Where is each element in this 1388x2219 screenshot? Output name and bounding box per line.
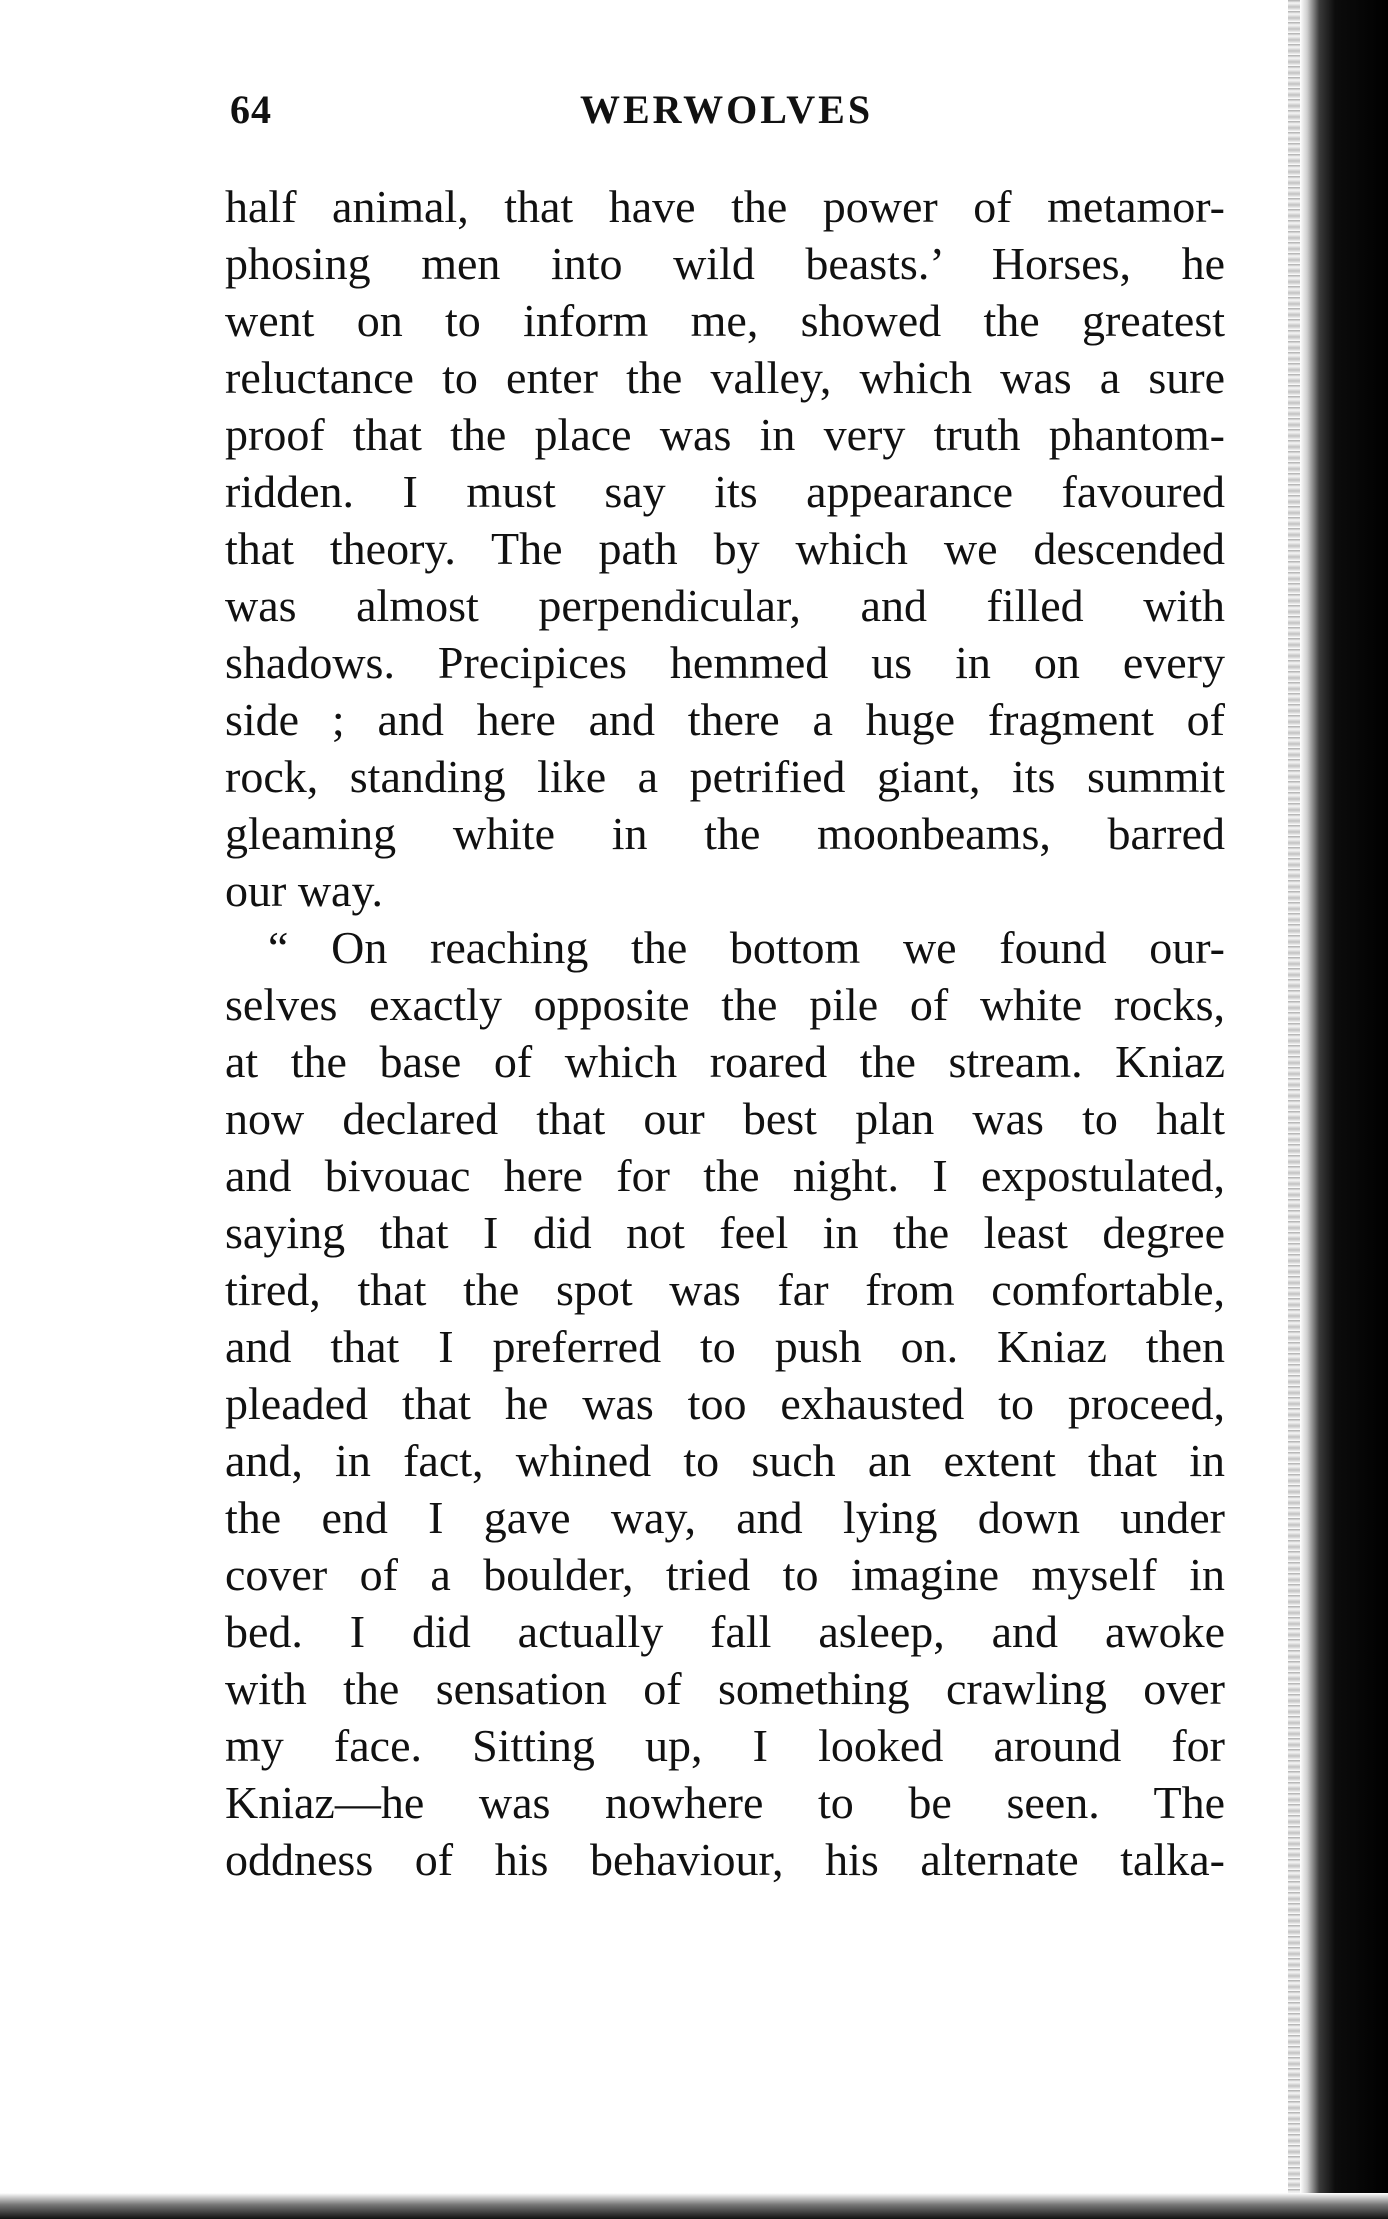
text-line: with the sensation of something crawling over <box>225 1663 1225 1714</box>
text-line: Kniaz—he was nowhere to be seen. The <box>225 1777 1225 1828</box>
text-line: reluctance to enter the valley, which was a sure <box>225 352 1225 403</box>
page-number: 64 <box>230 87 272 132</box>
text-line: pleaded that he was too exhausted to proceed, <box>225 1378 1225 1429</box>
text-line: rock, standing like a petrified giant, its summit <box>225 751 1225 802</box>
scan-edge <box>1300 0 1388 2219</box>
paragraph-start-line: “ On reaching the bottom we found our- <box>268 922 1225 973</box>
text-line: my face. Sitting up, I looked around for <box>225 1720 1225 1771</box>
text-line: tired, that the spot was far from comfortable, <box>225 1264 1225 1315</box>
text-line: bed. I did actually fall asleep, and awoke <box>225 1606 1225 1657</box>
text-line: at the base of which roared the stream. Kniaz <box>225 1036 1225 1087</box>
text-line: went on to inform me, showed the greatest <box>225 295 1225 346</box>
text-line: selves exactly opposite the pile of white rocks, <box>225 979 1225 1030</box>
text-line: and bivouac here for the night. I expostulated, <box>225 1150 1225 1201</box>
page-heading: WERWOLVES <box>580 87 874 132</box>
text-line: the end I gave way, and lying down under <box>225 1492 1225 1543</box>
text-line: phosing men into wild beasts.’ Horses, he <box>225 238 1225 289</box>
text-line: now declared that our best plan was to halt <box>225 1093 1225 1144</box>
text-line: that theory. The path by which we descended <box>225 523 1225 574</box>
paragraph-end-line: our way. <box>225 865 383 916</box>
text-line: saying that I did not feel in the least degree <box>225 1207 1225 1258</box>
text-line: oddness of his behaviour, his alternate talka- <box>225 1834 1225 1885</box>
text-line: gleaming white in the moonbeams, barred <box>225 808 1225 859</box>
text-line: proof that the place was in very truth phantom- <box>225 409 1225 460</box>
text-line: was almost perpendicular, and filled with <box>225 580 1225 631</box>
text-line: side ; and here and there a huge fragment of <box>225 694 1225 745</box>
text-line: and that I preferred to push on. Kniaz then <box>225 1321 1225 1372</box>
body-text <box>225 178 1225 1888</box>
text-line: half animal, that have the power of metamor- <box>225 181 1225 232</box>
text-line: and, in fact, whined to such an extent that in <box>225 1435 1225 1486</box>
running-head <box>230 86 900 146</box>
text-line: shadows. Precipices hemmed us in on every <box>225 637 1225 688</box>
scan-bottom-border <box>0 2193 1388 2219</box>
text-line: cover of a boulder, tried to imagine myself in <box>225 1549 1225 1600</box>
text-line: ridden. I must say its appearance favoured <box>225 466 1225 517</box>
